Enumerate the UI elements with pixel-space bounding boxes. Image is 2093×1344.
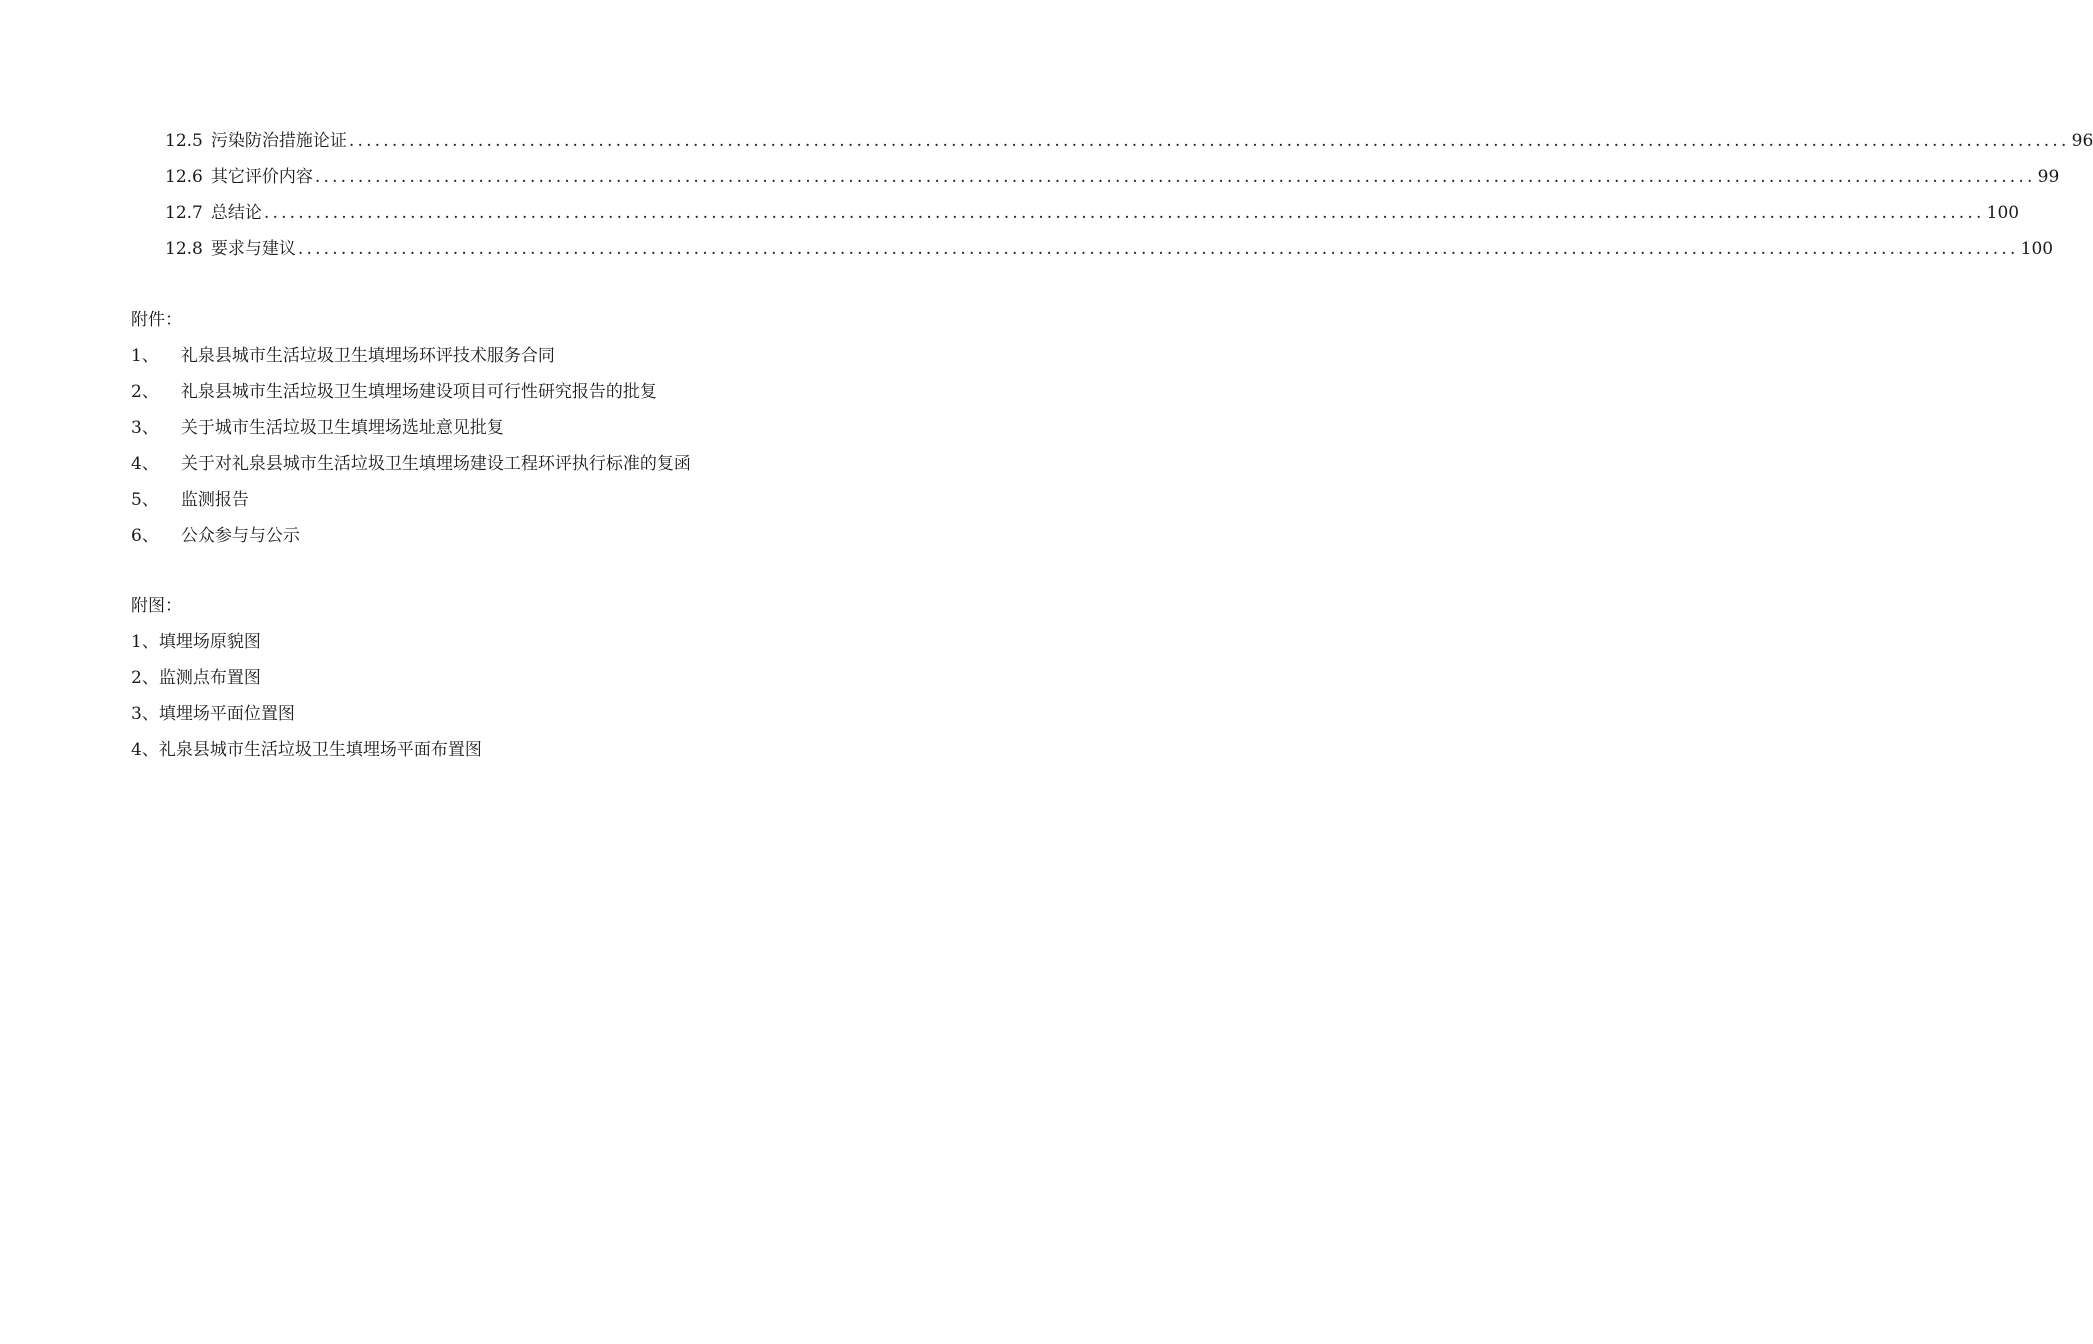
attachment-item (131, 522, 831, 558)
attachment-number: 2、 (131, 382, 159, 402)
attachment-item (131, 450, 831, 486)
toc-leader-dots: ........................................................................................................................................................................................................ (263, 203, 1985, 223)
attachment-item (131, 378, 831, 414)
toc-entry-page: 100 (1986, 203, 2020, 223)
attachments-section (131, 306, 831, 558)
attachment-number: 4、 (131, 454, 159, 474)
figure-number: 4、 (131, 740, 159, 760)
attachment-item (131, 414, 831, 450)
toc-leader-dots: ........................................................................................................................................................................................................ (297, 239, 2019, 259)
toc-entry-title: 要求与建议 (210, 239, 296, 259)
attachment-text: 礼泉县城市生活垃圾卫生填埋场环评技术服务合同 (180, 346, 555, 366)
figures-section (131, 592, 831, 772)
toc-entry-page: 100 (2020, 239, 2054, 259)
figure-number: 1、 (131, 632, 159, 652)
toc-entry-number: 12.8 (165, 239, 203, 259)
attachment-item (131, 342, 831, 378)
toc-leader-dots: ........................................................................................................................................................................................................ (348, 131, 2070, 151)
toc-entry (165, 235, 2054, 271)
toc-entry-title: 总结论 (210, 203, 262, 223)
toc-entry-title: 污染防治措施论证 (210, 131, 347, 151)
toc-leader-dots: ........................................................................................................................................................................................................ (314, 167, 2036, 187)
toc-entry-number: 12.5 (165, 131, 203, 151)
table-of-contents (165, 127, 2093, 271)
figure-number: 3、 (131, 704, 159, 724)
toc-entry-title: 其它评价内容 (210, 167, 313, 187)
attachment-text: 关于对礼泉县城市生活垃圾卫生填埋场建设工程环评执行标准的复函 (180, 454, 691, 474)
figure-number: 2、 (131, 668, 159, 688)
toc-entry-page: 99 (2037, 167, 2060, 187)
figure-item (131, 664, 831, 700)
toc-entry (165, 199, 2020, 235)
attachment-number: 1、 (131, 346, 159, 366)
toc-entry (165, 163, 2060, 199)
attachment-item (131, 486, 831, 522)
figure-text: 监测点布置图 (158, 668, 261, 688)
toc-entry (165, 127, 2093, 163)
figure-text: 填埋场平面位置图 (158, 704, 295, 724)
attachments-heading: 附件： (131, 310, 182, 330)
attachment-text: 监测报告 (180, 490, 249, 510)
attachment-text: 礼泉县城市生活垃圾卫生填埋场建设项目可行性研究报告的批复 (180, 382, 657, 402)
figures-heading: 附图： (131, 596, 182, 616)
figure-item (131, 628, 831, 664)
toc-entry-number: 12.6 (165, 167, 203, 187)
toc-entry-number: 12.7 (165, 203, 203, 223)
attachment-text: 关于城市生活垃圾卫生填埋场选址意见批复 (180, 418, 504, 438)
figure-item (131, 736, 831, 772)
toc-entry-page: 96 (2071, 131, 2093, 151)
figure-text: 礼泉县城市生活垃圾卫生填埋场平面布置图 (158, 740, 482, 760)
attachment-number: 5、 (131, 490, 159, 510)
attachment-text: 公众参与与公示 (180, 526, 300, 546)
attachment-number: 6、 (131, 526, 159, 546)
figure-text: 填埋场原貌图 (158, 632, 261, 652)
attachment-number: 3、 (131, 418, 159, 438)
figure-item (131, 700, 831, 736)
